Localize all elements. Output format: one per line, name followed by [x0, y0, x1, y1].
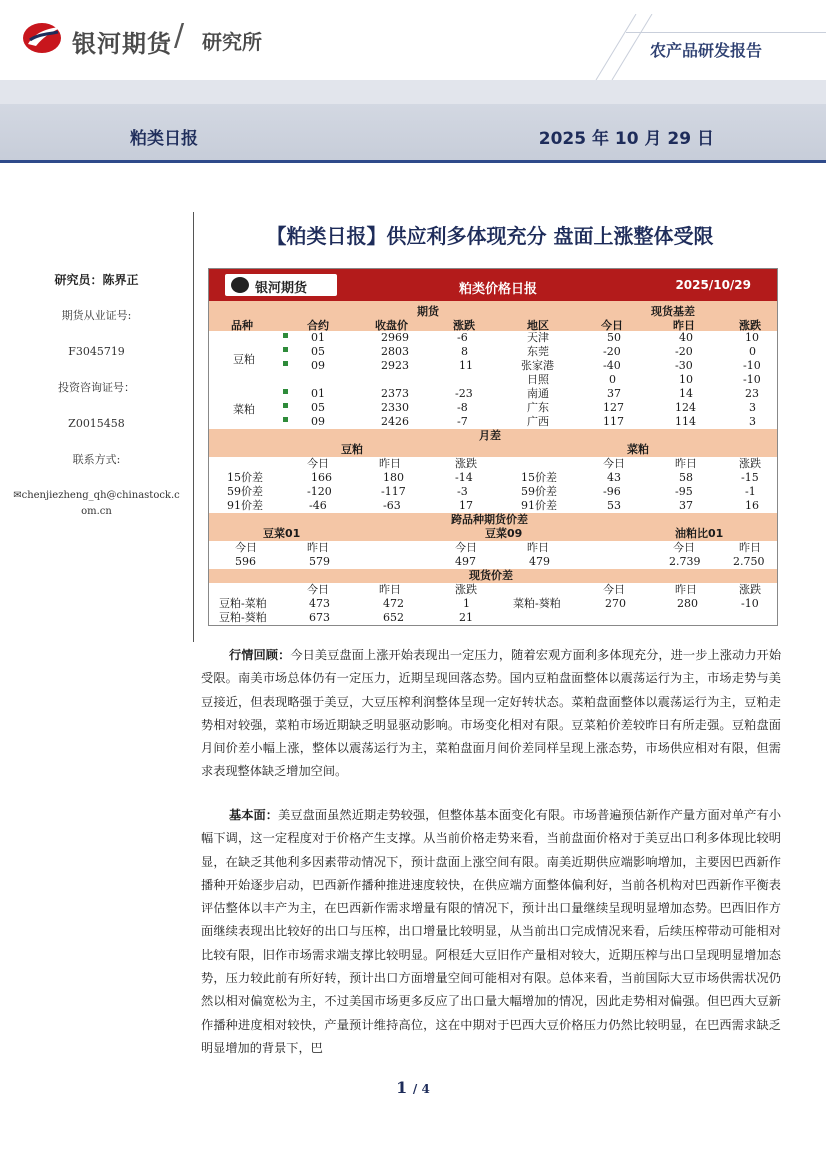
- cell: 8: [461, 345, 468, 358]
- cell: 01: [311, 331, 325, 344]
- cell: 昨日: [739, 541, 761, 554]
- table-brand-text: 银河期货: [255, 281, 308, 296]
- cell: 10: [679, 373, 693, 386]
- cell: -1: [745, 485, 756, 498]
- cell: 652: [383, 611, 404, 624]
- galaxy-logo-icon: [231, 277, 249, 293]
- contact-label: 联系方式:: [72, 453, 121, 466]
- cell: 今日: [307, 457, 329, 470]
- cell: -10: [741, 597, 759, 610]
- cell: 今日: [455, 541, 477, 554]
- cell: 01: [311, 387, 325, 400]
- cell: 497: [455, 555, 476, 568]
- spread-section-header: [209, 429, 777, 443]
- spread-col-row: [209, 457, 777, 471]
- spread-soy-heading: 豆粕: [341, 443, 363, 456]
- spot-spread-heading: 现货价差: [469, 569, 513, 582]
- cell: 昨日: [527, 541, 549, 554]
- fundamental-label: 基本面：: [229, 808, 279, 822]
- spread-heading: 月差: [479, 429, 501, 442]
- cell: -120: [307, 485, 332, 498]
- page-number: [0, 1078, 826, 1097]
- email-line-2[interactable]: om.cn: [81, 506, 112, 517]
- cell: -46: [309, 499, 327, 512]
- cell: 21: [459, 611, 473, 624]
- cell: -20: [675, 345, 693, 358]
- cell: 昨日: [379, 583, 401, 596]
- cell: 40: [679, 331, 693, 344]
- cell: 53: [607, 499, 621, 512]
- table-row: [209, 359, 777, 373]
- cell: -14: [455, 471, 473, 484]
- cell: 43: [607, 471, 621, 484]
- col-contract: 合约: [307, 319, 329, 332]
- cell: 昨日: [675, 457, 697, 470]
- spot-section-header: [209, 569, 777, 583]
- cell: -117: [381, 485, 406, 498]
- cell: 16: [745, 499, 759, 512]
- table-row: [209, 499, 777, 513]
- futures-heading: 期货: [417, 305, 439, 318]
- report-date: 2025 年 10 月 29 日: [538, 129, 714, 149]
- cross-col-row: [209, 541, 777, 555]
- cell: -10: [743, 373, 761, 386]
- header-rule: [0, 160, 826, 163]
- cell: 10: [745, 331, 759, 344]
- cell: 91价差: [227, 499, 263, 512]
- review-text: 今日美豆盘面上涨开始表现出一定压力，随着宏观方面利多体现充分，进一步上涨动力开始受限。南美市场总体仍有一定压力，近期呈现回落态势。国内豆粕盘面整体以震荡运行为主，市场走势与美豆接近，但表现略强于美豆，大豆压榨利润整体呈现一定好转状态。菜粕盘面整体以震荡运行为主，豆粕走势相对较强，菜粕市场近期缺乏明显驱动影响。市场变化相对有限。豆菜粕价差较昨日有所走强。豆粕盘面月间价差小幅上涨，整体以震荡运行为主，菜粕盘面月间价差同样呈现上涨态势，市场供应相对有限，但需求表现整体缺乏增加空间。: [201, 648, 782, 779]
- table-row: [209, 331, 777, 345]
- mail-icon: ✉: [13, 490, 22, 501]
- cell: 270: [605, 597, 626, 610]
- cell: 05: [311, 401, 325, 414]
- cell: 596: [235, 555, 256, 568]
- license-label: 期货从业证号:: [61, 309, 132, 322]
- cell: 124: [675, 401, 696, 414]
- cell: 广东: [527, 401, 549, 414]
- cell: 0: [609, 373, 616, 386]
- consult-label: 投资咨询证号：: [58, 381, 135, 394]
- cell: 50: [607, 331, 621, 344]
- license-number: F3045719: [68, 345, 125, 358]
- review-label: 行情回顾：: [229, 648, 291, 662]
- document-title: 【粕类日报】供应利多体现充分 盘面上涨整体受限: [266, 224, 714, 248]
- table-row: [209, 597, 777, 611]
- cell: 37: [679, 499, 693, 512]
- market-review-paragraph: [201, 644, 781, 784]
- cell: 天津: [527, 331, 549, 344]
- cell: 15价差: [521, 471, 557, 484]
- logo-divider: /: [174, 18, 185, 53]
- fundamental-paragraph: [201, 804, 781, 1060]
- cell: 今日: [235, 541, 257, 554]
- cell: 114: [675, 415, 696, 428]
- cross-c-heading: 油粕比01: [675, 527, 724, 540]
- cell: 2330: [381, 401, 409, 414]
- cell: 日照: [527, 373, 549, 386]
- cross-subheader: [209, 527, 777, 541]
- cell: 0: [749, 345, 756, 358]
- cell: 127: [603, 401, 624, 414]
- cell: 今日: [603, 457, 625, 470]
- cell: 117: [603, 415, 624, 428]
- futures-body: [209, 331, 777, 429]
- table-row: [209, 485, 777, 499]
- cell: 3: [749, 415, 756, 428]
- cross-a-heading: 豆菜01: [263, 527, 301, 540]
- cell: 豆粕-葵粕: [219, 611, 267, 624]
- cell: -8: [457, 401, 468, 414]
- cell: 昨日: [675, 583, 697, 596]
- cell: 昨日: [307, 541, 329, 554]
- cross-section-header: [209, 513, 777, 527]
- cell: -30: [675, 359, 693, 372]
- spot-col-row: [209, 583, 777, 597]
- cell: -6: [457, 331, 468, 344]
- cell: -63: [383, 499, 401, 512]
- cell: 579: [309, 555, 330, 568]
- cell: 14: [679, 387, 693, 400]
- cell: 37: [607, 387, 621, 400]
- table-row: [209, 387, 777, 401]
- cell: 昨日: [379, 457, 401, 470]
- email-line-1: chenjiezheng_qh@chinastock.c: [21, 490, 180, 501]
- cross-b-heading: 豆菜09: [485, 527, 523, 540]
- cell: 豆粕-菜粕: [219, 597, 267, 610]
- cell: 09: [311, 359, 325, 372]
- cell: 涨跌: [739, 583, 761, 596]
- col-yesterday: 昨日: [673, 319, 695, 332]
- cell: 05: [311, 345, 325, 358]
- table-title: 粕类价格日报: [459, 282, 538, 297]
- cell: 479: [529, 555, 550, 568]
- cell: 涨跌: [739, 457, 761, 470]
- table-date: 2025/10/29: [675, 278, 751, 292]
- cell: 09: [311, 415, 325, 428]
- cell: 广西: [527, 415, 549, 428]
- col-today: 今日: [601, 319, 623, 332]
- col-change: 涨跌: [453, 319, 475, 332]
- table-row: [209, 555, 777, 569]
- cell: -15: [741, 471, 759, 484]
- cell: 2426: [381, 415, 409, 428]
- cell: 58: [679, 471, 693, 484]
- col-region: 地区: [527, 319, 549, 332]
- cell: -3: [457, 485, 468, 498]
- cell: 张家港: [521, 359, 554, 372]
- table-brand: [225, 274, 337, 296]
- page-total: / 4: [412, 1082, 430, 1096]
- cell: 17: [459, 499, 473, 512]
- cell: 菜粕-葵粕: [513, 597, 561, 610]
- col-variety: 品种: [231, 319, 253, 332]
- cell: 今日: [603, 583, 625, 596]
- cell: 东莞: [527, 345, 549, 358]
- cell: 2373: [381, 387, 409, 400]
- cell: 2969: [381, 331, 409, 344]
- cell: -23: [455, 387, 473, 400]
- cross-heading: 跨品种期货价差: [451, 513, 528, 526]
- price-table: [208, 268, 778, 626]
- cell: 91价差: [521, 499, 557, 512]
- cell: -20: [603, 345, 621, 358]
- table-header: [209, 269, 777, 301]
- cell: 涨跌: [455, 457, 477, 470]
- cell: 180: [383, 471, 404, 484]
- cell: 1: [463, 597, 470, 610]
- galaxy-logo-icon: [22, 20, 66, 56]
- cell: 2.750: [733, 555, 765, 568]
- futures-section-header: [209, 301, 777, 331]
- page-current: 1: [396, 1078, 408, 1097]
- cell: 南通: [527, 387, 549, 400]
- cell: -95: [675, 485, 693, 498]
- cell: 59价差: [521, 485, 557, 498]
- company-name: 银河期货: [72, 30, 172, 58]
- cell: 23: [745, 387, 759, 400]
- cell: 今日: [673, 541, 695, 554]
- table-row: [209, 401, 777, 415]
- fundamental-text: 美豆盘面虽然近期走势较强，但整体基本面变化有限。市场普遍预估新作产量方面对单产有小幅下调，这一定程度对于价格产生支撑。从当前价格走势来看，当前盘面价格对于美豆出口利多体现比较明显，在缺乏其他利多因素带动情况下，预计盘面上涨空间有限。南美近期供应端影响增加，主要因巴西新作播种开始逐步启动，巴西新作播种推进速度较快，在供应端方面整体偏利好，当前各机构对巴西新作平衡表评估整体以丰产为主，在巴西新作需求增量有限的情况下，预计出口量继续呈现明显增加态势。巴西旧作方面继续表现出比较好的出口与压榨，出口增量比较明显，从当前出口完成情况来看，后续压榨带动可能相对比较有限，旧作市场需求端支撑比较明显。阿根廷大豆旧作产量相对较大，近期压榨与出口呈现明显增加态势，压力较此前有所好转，预计出口方面增量空间可能相对有限。总体来看，当前国际大豆市场供需状况仍然以相对偏宽松为主，不过美国市场更多反应了出口量大幅增加的情况，因此走势相对偏强。但巴西大豆新作播种进度相对较快，产量预计维持高位，这在中期对于巴西大豆价格压力仍然比较明显，在巴西需求缺乏明显增加的背景下，巴: [201, 808, 782, 1055]
- cell: 2803: [381, 345, 409, 358]
- table-row: [209, 345, 777, 359]
- cell: -40: [603, 359, 621, 372]
- cell: 280: [677, 597, 698, 610]
- cell: -7: [457, 415, 468, 428]
- col-change-2: 涨跌: [739, 319, 761, 332]
- col-close: 收盘价: [375, 319, 408, 332]
- cell: 59价差: [227, 485, 263, 498]
- cell: 15价差: [227, 471, 263, 484]
- cell: -10: [743, 359, 761, 372]
- report-type: 农产品研发报告: [649, 41, 762, 60]
- cell: 涨跌: [455, 583, 477, 596]
- cell: 今日: [307, 583, 329, 596]
- table-row: [209, 415, 777, 429]
- cell: 166: [311, 471, 332, 484]
- email-link[interactable]: [0, 488, 193, 504]
- rapemeal-label: 菜粕: [233, 403, 255, 416]
- table-row: [209, 373, 777, 387]
- researcher-name: 研究员：陈界正: [54, 273, 139, 287]
- department-name: 研究所: [202, 30, 262, 54]
- consult-number: Z0015458: [68, 417, 125, 430]
- spread-subheader: [209, 443, 777, 457]
- spread-rape-heading: 菜粕: [627, 443, 649, 456]
- header-stripe: [0, 80, 826, 104]
- cell: 2.739: [669, 555, 701, 568]
- cell: 11: [459, 359, 473, 372]
- cell: 472: [383, 597, 404, 610]
- report-header: [0, 0, 826, 165]
- cell: -96: [603, 485, 621, 498]
- cell: 2923: [381, 359, 409, 372]
- spot-heading: 现货基差: [651, 305, 695, 318]
- report-series-title: 粕类日报: [130, 129, 198, 149]
- table-row: [209, 471, 777, 485]
- cell: 673: [309, 611, 330, 624]
- sidebar-divider: [193, 212, 194, 642]
- author-sidebar: [0, 272, 193, 520]
- cell: 473: [309, 597, 330, 610]
- table-row: [209, 611, 777, 625]
- cell: 3: [749, 401, 756, 414]
- soymeal-label: 豆粕: [233, 353, 255, 366]
